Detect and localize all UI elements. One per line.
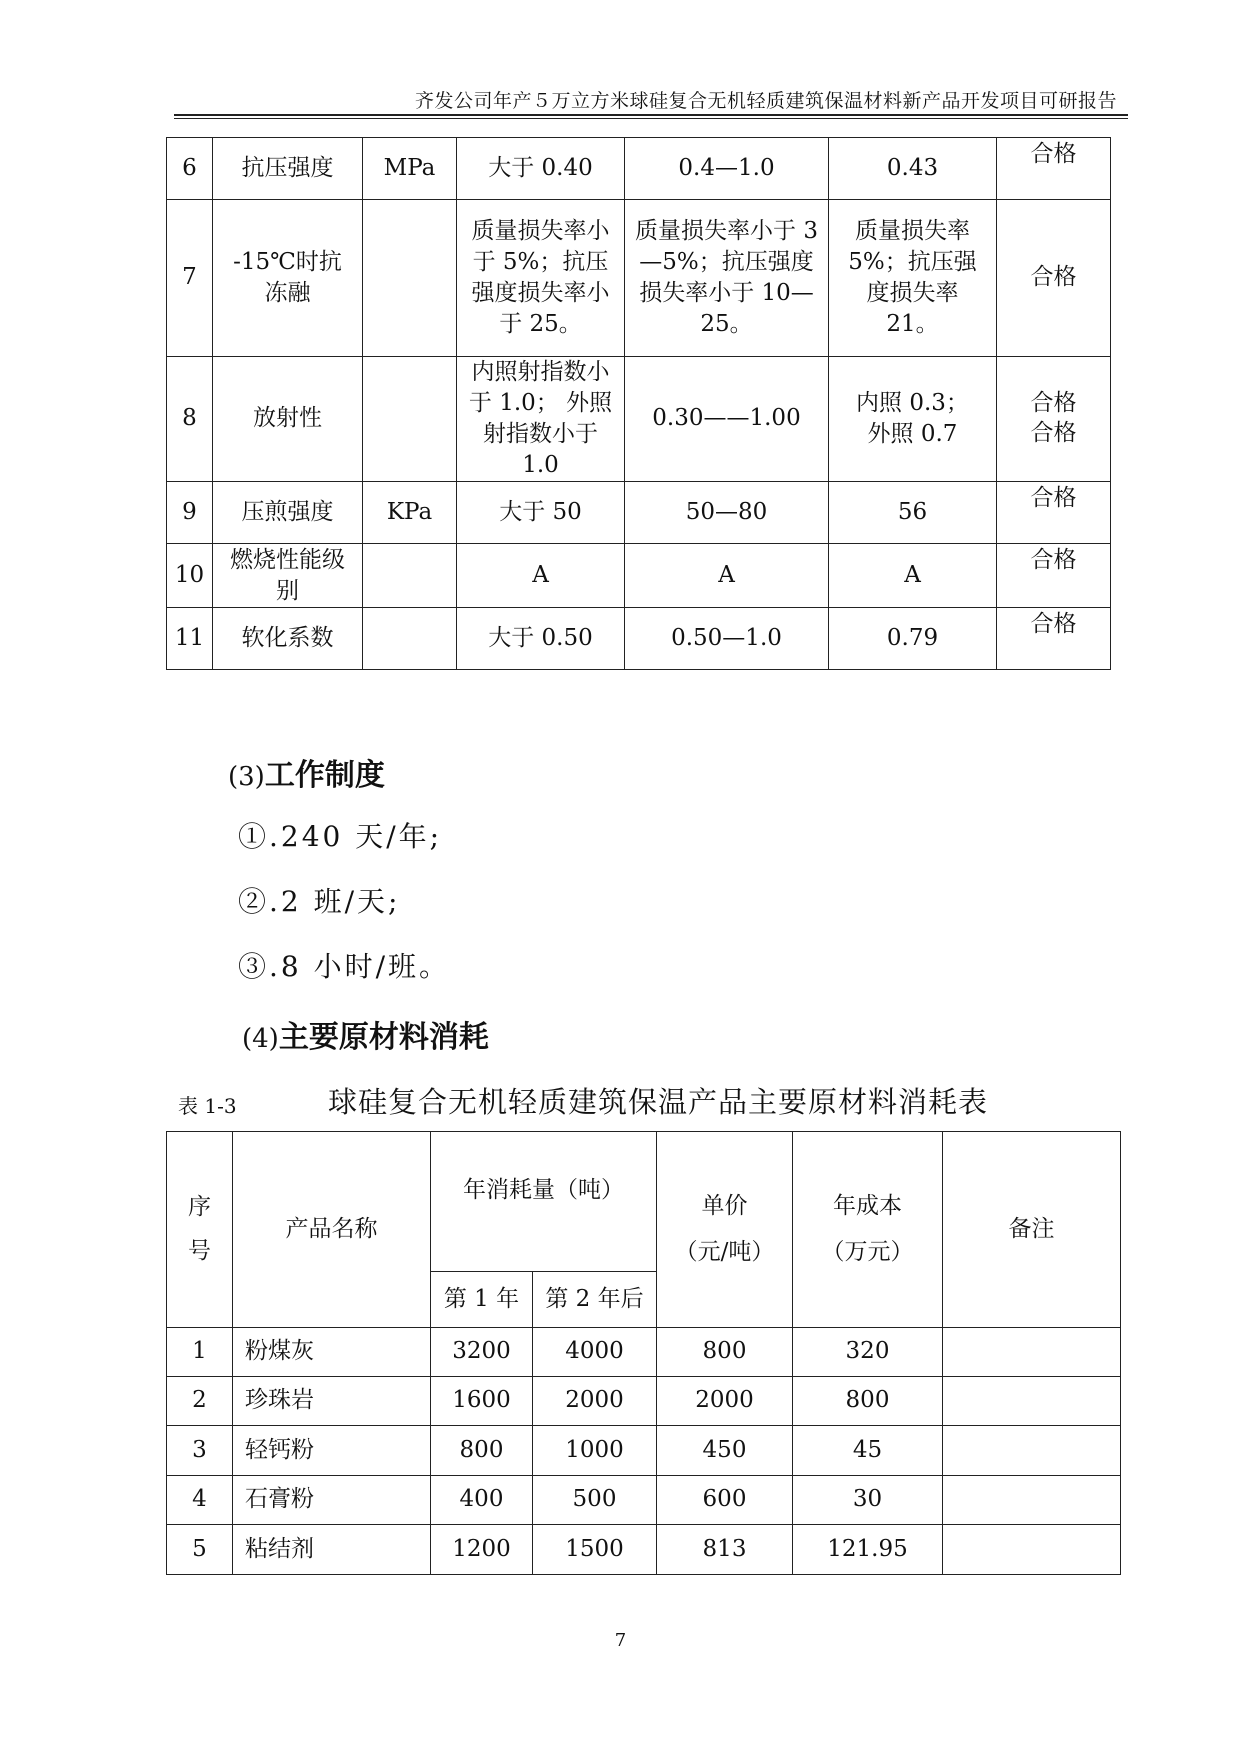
row-no: 8: [167, 357, 213, 482]
header-cost-label: 年成本: [833, 1192, 902, 1219]
row-item: 压煎强度: [213, 482, 363, 544]
list-item: ①.240 天/年;: [238, 820, 443, 853]
header-cost: [793, 1132, 943, 1328]
header-consumption: 年消耗量（吨）: [431, 1132, 657, 1272]
row-result: 合格: [997, 482, 1111, 544]
row-standard: 大于 0.50: [457, 608, 625, 670]
cell-price: 800: [657, 1328, 793, 1377]
cell-name: 轻钙粉: [233, 1426, 431, 1476]
cell-no: 4: [167, 1476, 233, 1525]
row-measured: 0.79: [829, 608, 997, 670]
row-item: 放射性: [213, 357, 363, 482]
table-row: [167, 608, 1111, 670]
header-name: 产品名称: [233, 1132, 431, 1328]
table-row: [167, 1525, 1121, 1575]
row-no: 11: [167, 608, 213, 670]
cell-remark: [943, 1426, 1121, 1476]
row-standard: 质量损失率小于 5%；抗压强度损失率小于 25。: [457, 200, 625, 357]
row-range: 0.30——1.00: [625, 357, 829, 482]
cell-year2: 4000: [533, 1328, 657, 1377]
row-no: 9: [167, 482, 213, 544]
table-caption-number: 表 1-3: [178, 1094, 237, 1118]
row-no: 10: [167, 544, 213, 608]
cell-cost: 800: [793, 1377, 943, 1426]
header-year2: 第 2 年后: [533, 1272, 657, 1328]
cell-no: 2: [167, 1377, 233, 1426]
header-rule-thin: [174, 118, 1128, 119]
table-row: [167, 1328, 1121, 1377]
section-3-heading: [228, 750, 385, 794]
row-unit: MPa: [363, 138, 457, 200]
table-caption-title: 球硅复合无机轻质建筑保温产品主要原材料消耗表: [328, 1085, 989, 1119]
row-unit: [363, 357, 457, 482]
section-4-title: 主要原材料消耗: [278, 1020, 489, 1055]
page-number: 7: [614, 1630, 627, 1651]
cell-year2: 500: [533, 1476, 657, 1525]
header-title: 齐发公司年产５万立方米球硅复合无机轻质建筑保温材料新产品开发项目可研报告: [414, 90, 1117, 112]
cell-year2: 1000: [533, 1426, 657, 1476]
row-item: 燃烧性能级别: [213, 544, 363, 608]
row-range: 0.50—1.0: [625, 608, 829, 670]
table-header-row: [167, 1132, 1121, 1272]
cell-year2: 2000: [533, 1377, 657, 1426]
row-standard: 大于 0.40: [457, 138, 625, 200]
cell-remark: [943, 1476, 1121, 1525]
table-row: [167, 482, 1111, 544]
cell-year2: 1500: [533, 1525, 657, 1575]
header-price: [657, 1132, 793, 1328]
row-standard: A: [457, 544, 625, 608]
row-result: 合格: [997, 138, 1111, 200]
row-result: 合格 合格: [997, 357, 1111, 482]
cell-price: 2000: [657, 1377, 793, 1426]
cell-no: 1: [167, 1328, 233, 1377]
row-unit: [363, 544, 457, 608]
cell-no: 3: [167, 1426, 233, 1476]
row-result: 合格: [997, 544, 1111, 608]
cell-year1: 800: [431, 1426, 533, 1476]
table-row: [167, 200, 1111, 357]
header-price-unit: （元/吨）: [674, 1238, 775, 1265]
cell-year1: 400: [431, 1476, 533, 1525]
cell-remark: [943, 1525, 1121, 1575]
row-range: A: [625, 544, 829, 608]
cell-cost: 45: [793, 1426, 943, 1476]
row-item: 软化系数: [213, 608, 363, 670]
cell-year1: 1200: [431, 1525, 533, 1575]
row-standard: 内照射指数小于 1.0； 外照射指数小于 1.0: [457, 357, 625, 482]
cell-remark: [943, 1377, 1121, 1426]
header-remark: 备注: [943, 1132, 1121, 1328]
cell-price: 600: [657, 1476, 793, 1525]
table-row: [167, 1377, 1121, 1426]
row-measured: A: [829, 544, 997, 608]
table-row: [167, 1426, 1121, 1476]
row-item: -15℃时抗冻融: [213, 200, 363, 357]
cell-price: 450: [657, 1426, 793, 1476]
table-row: [167, 1476, 1121, 1525]
cell-year1: 3200: [431, 1328, 533, 1377]
cell-year1: 1600: [431, 1377, 533, 1426]
row-measured: 内照 0.3；外照 0.7: [829, 357, 997, 482]
header-price-label: 单价: [701, 1192, 748, 1219]
row-unit: [363, 608, 457, 670]
section-4-heading: [242, 1012, 489, 1056]
row-no: 7: [167, 200, 213, 357]
table-row: [167, 138, 1111, 200]
table-row: [167, 544, 1111, 608]
cell-remark: [943, 1328, 1121, 1377]
cell-cost: 30: [793, 1476, 943, 1525]
row-unit: [363, 200, 457, 357]
header-no: 序号: [167, 1132, 233, 1328]
section-3-number: (3): [228, 762, 265, 792]
header-year1: 第 1 年: [431, 1272, 533, 1328]
row-no: 6: [167, 138, 213, 200]
row-measured: 质量损失率 5%；抗压强度损失率 21。: [829, 200, 997, 357]
spec-table: [166, 137, 1111, 670]
row-result: 合格: [997, 608, 1111, 670]
row-measured: 0.43: [829, 138, 997, 200]
cell-cost: 320: [793, 1328, 943, 1377]
list-item: ②.2 班/天;: [238, 885, 401, 918]
cell-name: 粉煤灰: [233, 1328, 431, 1377]
table-row: [167, 357, 1111, 482]
cell-name: 珍珠岩: [233, 1377, 431, 1426]
section-3-title: 工作制度: [264, 758, 385, 793]
row-range: 质量损失率小于 3—5%；抗压强度损失率小于 10—25。: [625, 200, 829, 357]
cell-name: 石膏粉: [233, 1476, 431, 1525]
material-table: [166, 1131, 1121, 1575]
list-item: ③.8 小时/班。: [238, 950, 451, 983]
cell-price: 813: [657, 1525, 793, 1575]
section-4-number: (4): [242, 1024, 279, 1054]
row-range: 0.4—1.0: [625, 138, 829, 200]
header-cost-unit: （万元）: [821, 1238, 914, 1265]
cell-name: 粘结剂: [233, 1525, 431, 1575]
row-range: 50—80: [625, 482, 829, 544]
row-item: 抗压强度: [213, 138, 363, 200]
row-measured: 56: [829, 482, 997, 544]
header-rule: [174, 114, 1128, 116]
cell-no: 5: [167, 1525, 233, 1575]
row-standard: 大于 50: [457, 482, 625, 544]
cell-cost: 121.95: [793, 1525, 943, 1575]
row-result: 合格: [997, 200, 1111, 357]
row-unit: KPa: [363, 482, 457, 544]
